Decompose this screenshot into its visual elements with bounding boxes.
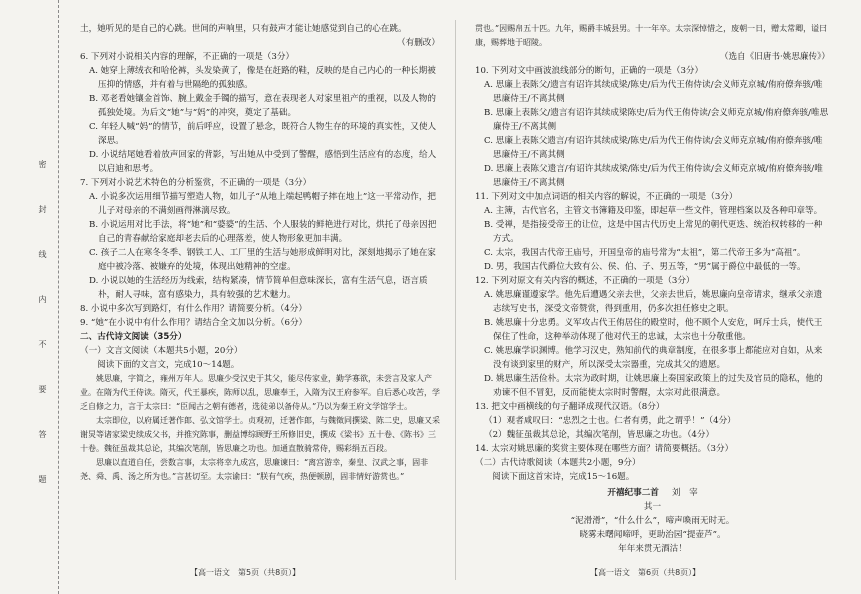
poem-author: 刘 宰 [671, 488, 698, 498]
question-6-option-d: D. 小说结尾她看着放声回家的背影，写出她从中受到了警醒，感悟到生活应有的态度，给人以启迪和思考。 [89, 150, 437, 174]
binding-char: 答 [38, 430, 47, 439]
source-note: （选自《旧唐书·姚思廉传》） [719, 52, 830, 62]
page-6 [475, 22, 830, 562]
question-11-option-a: A. 主簿，古代官名，主管文书簿籍及印鉴，即起草一些文件，管理档案以及各种印章等。 [484, 206, 823, 216]
binding-char: 密 [38, 160, 47, 169]
binding-char: 题 [38, 475, 47, 484]
question-10-stem: 10. 下列对文中画波浪线部分的断句，正确的一项是（3分） [475, 66, 704, 76]
passage-ending: 贯也。”因赐帛五十匹。九年，赐爵丰城县男。十一年卒。太宗深悼惜之，废朝一日，赠太常卿，谥曰康，赐葬地于昭陵。 [475, 24, 828, 47]
page-5 [80, 22, 440, 562]
question-8: 8. 小说中多次写到路灯，有什么作用？请简要分析。（4分） [80, 304, 307, 314]
binding-char: 不 [38, 340, 47, 349]
passage-paragraph: 思廉以直道自任，尝数言事，太宗将幸九成宫，思廉谏曰：“离宫游幸，秦皇、汉武之事，固非尧、舜、禹、汤之所为也。”言甚切至。太宗谕曰：“朕有气疾，热便顿剧，固非情好游赏也。” [80, 458, 429, 481]
question-13-item-1: （1）观者咸叹曰：“忠烈之士也。仁者有勇，此之谓乎！”（4分） [484, 416, 736, 426]
binding-char: 要 [38, 385, 47, 394]
question-12-stem: 12. 下列对原文有关内容的概述，不正确的一项是（3分） [475, 276, 695, 286]
binding-strip [0, 0, 59, 594]
question-11-option-c: C. 太宗，我国古代帝王庙号，开国皇帝的庙号常为“太祖”，第二代帝王多为“高祖”。 [484, 248, 806, 258]
source-note: （有删改） [397, 38, 440, 48]
question-7-option-d: D. 小说以她的生活经历为线索，结构紧凑，情节简单但意味深长，富有生活气息，语言质朴，耐人寻味，富有感染力，具有较强的艺术魅力。 [89, 276, 428, 300]
poem-line: 晓雾未曙闻啼呼，更助治园“提壶芦”。 [579, 530, 726, 540]
question-7-option-c: C. 孩子二人在寒冬冬季、钢铁工人、工厂里的生活与她形成鲜明对比，深刻地揭示了她在家庭中被冷落、被嫌弃的处境，体现出她精神的空虚。 [89, 248, 436, 272]
page-5-footer: 【高一语文 第5页（共8页）】 [190, 568, 301, 577]
poem-line: “泥滑滑”，“什么什么”，啼声喚雨无时无。 [570, 516, 735, 526]
poem-title-text: 开禧纪事二首 [607, 488, 659, 498]
passage-paragraph: 姚思廉，字简之，雍州万年人。思廉少受汉史于其父，能尽传家业，勤学寡欲，未尝言及家人产业。在隋为代王侍读。隋灭，代王暴疾，陈师以乱，思廉奉王，入隋为汉王府参军。自后悉心攻苦，学乏自修之力，言于太宗曰：“臣闻古之朝有德者，选徒弟以备侍从。”乃以为秦王府文学馆学士。 [80, 374, 440, 411]
question-12-option-d: D. 姚思廉生活俭朴。太宗为政时期，让姚思廉上奏国家政策上的过失及官员的隐私，他的劝谏不但不冒犯，反而能使太宗时时警醒，太宗对此很满意。 [484, 374, 823, 398]
question-12-option-a: A. 姚思廉谨遵家学。他先后遭遇父亲去世，父亲去世后，姚思廉向皇帝请求，继承父亲遗志续写史书，深受文帝赞赏，得到重用，仍多次担任修史之职。 [484, 290, 823, 314]
poem-line: 年年来贯无酒沽！ [618, 544, 687, 554]
question-13-item-2: （2）魏征虽裁其总论，其编次笔削，皆思廉之功也。（4分） [484, 430, 715, 440]
question-13-stem: 13. 把文中画横线的句子翻译成现代汉语。（8分） [475, 402, 665, 412]
question-9: 9. “她”在小说中有什么作用？请结合全文加以分析。（6分） [80, 318, 308, 328]
binding-char: 线 [38, 250, 47, 259]
question-7-option-b: B. 小说运用对比手法，将“她”和“婆婆”的生活、个人服装的鲜艳进行对比，烘托了母亲因把自己的青春献给家庭却老去后的心理落差，使人物形象更加丰满。 [89, 220, 437, 244]
subsection-2-heading: （二）古代诗歌阅读（本题共2小题，9分） [475, 458, 641, 468]
question-10-option-b: B. 思廉上表陈父/遗言有诏许其续成梁陈史/后为代王侑侍读/会义师克京城/侑府僚奔骇/唯思廉侍王/不离其侧 [484, 108, 829, 132]
question-10-option-a: A. 思廉上表陈父/遗言有诏许其续成梁/陈史/后为代王侑侍读/会义师克京城/侑府僚奔骇/唯思廉侍王/不离其侧 [484, 80, 823, 104]
page-divider [455, 20, 456, 580]
poem-title [475, 486, 830, 500]
section-2-heading: 二、古代诗文阅读（35分） [80, 332, 187, 342]
page-6-footer: 【高一语文 第6页（共8页）】 [590, 568, 701, 577]
question-6-option-c: C. 年轻人喊“妈”的情节，前后呼应，设置了悬念，既符合人物生存的环境的真实性，又使人深思。 [89, 122, 437, 146]
question-11-stem: 11. 下列对文中加点词语的相关内容的解说，不正确的一项是（3分） [475, 192, 738, 202]
binding-char: 内 [38, 295, 47, 304]
poem-instruction: 阅读下面这首宋诗，完成15～16题。 [492, 472, 635, 482]
reading-instruction: 阅读下面的文言文，完成10～14题。 [97, 360, 240, 370]
passage-ending: 土，她听见的是自己的心跳。世间的声响里，只有鼓声才能让她感觉到自己的心在跳。 [80, 24, 407, 34]
question-10-option-c: C. 思廉上表陈父遗言/有诏许其续成梁/陈史/后为代王侑侍读/会义师克京城/侑府僚奔骇/唯思廉侍王/不离其侧 [484, 136, 823, 160]
question-6-option-b: B. 邓老看她镶金首饰、腕上戴金手镯的描写，意在表现老人对家里祖产的重视，以及人物的孤独处境。为后文“她”与“妈”的冲突，奠定了基础。 [89, 94, 436, 118]
question-11-option-d: D. 男，我国古代爵位大致有公、侯、伯、子、男五等，“男”属于爵位中最低的一等。 [484, 262, 806, 272]
question-12-option-b: B. 姚思廉十分忠勇。义军攻占代王侑居住的殿堂时，他不顾个人安危，呵斥士兵，使代王保住了性命，这种举动体现了他对代王的忠诚，太宗也十分敬重他。 [484, 318, 823, 342]
question-6-stem: 6. 下列对小说相关内容的理解，不正确的一项是（3分） [80, 52, 295, 62]
subsection-1-heading: （一）文言文阅读（本题共5小题，20分） [80, 346, 243, 356]
question-7-stem: 7. 下列对小说艺术特色的分析鉴赏，不正确的一项是（3分） [80, 178, 312, 188]
poem-subtitle: 其一 [643, 502, 662, 512]
question-10-option-d: D. 思廉上表陈父遗言/有诏许其续成梁/陈史/后为代王侑侍读/会义师克京城/侑府僚奔骇/唯思廉侍王/不离其侧 [484, 164, 823, 188]
question-6-option-a: A. 她穿上薄绒衣和哈伦裤，头发染黄了，像是在赶路的鞋，反映的是自己内心的一种长期被压抑的情感，并有着与世隔绝的孤独感。 [89, 66, 436, 90]
passage-paragraph: 太宗即位，以府属迁著作郎、弘文馆学士。贞观初，迁著作郎，与魏徵同撰梁、陈二史，思廉又采谢炅等诸家梁史续成父书，并推究陈事，删益博综顾野王所修旧史，撰成《梁书》五十卷、《陈书》三十卷。魏征虽裁其总论，其编次笔削，皆思廉之功也。加通直散骑常侍，赐彩绢五百段。 [80, 416, 440, 453]
question-14: 14. 太宗对姚思廉的奖赏主要体现在哪些方面？请简要概括。（3分） [475, 444, 734, 454]
question-7-option-a: A. 小说多次运用细节描写塑造人物，如儿子“从地上端起鸭帽子摔在地上”这一平常动作，把儿子对母亲的不满刻画得淋漓尽致。 [89, 192, 437, 216]
question-11-option-b: B. 受禅，是指接受帝王的让位，这是中国古代历史上常见的朝代更迭、统治权转移的一种方式。 [484, 220, 823, 244]
binding-char: 封 [38, 205, 47, 214]
question-12-option-c: C. 姚思廉学识渊博。他学习汉史，熟知前代的典章制度，在很多事上都能应对自如，从来没有谈到家里的财产，所以深受太宗器重，完成其父的遗愿。 [484, 346, 823, 370]
